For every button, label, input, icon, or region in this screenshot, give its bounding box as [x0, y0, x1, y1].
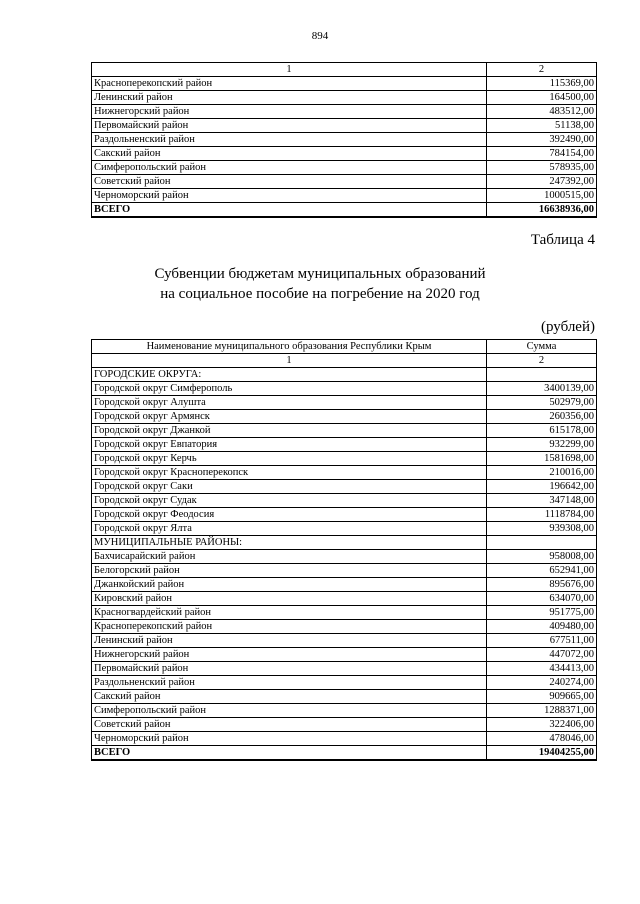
table-label: Таблица 4	[530, 232, 595, 248]
table-row	[92, 550, 597, 564]
total-row	[92, 203, 597, 218]
row-name: Ленинский район	[92, 634, 487, 648]
row-name: Городской округ Красноперекопск	[92, 466, 487, 480]
row-name: Красноперекопский район	[92, 77, 487, 91]
page-number: 894	[311, 30, 329, 42]
row-name: Городской округ Симферополь	[92, 382, 487, 396]
table-row	[92, 410, 597, 424]
row-name: Красногвардейский район	[92, 606, 487, 620]
row-value: 784154,00	[487, 147, 597, 161]
subsidy-table-continued	[91, 62, 597, 218]
row-value: 483512,00	[487, 105, 597, 119]
row-value: 434413,00	[487, 662, 597, 676]
column-number-2: 2	[487, 63, 597, 77]
row-name: Советский район	[92, 718, 487, 732]
row-value: 958008,00	[487, 550, 597, 564]
row-value: 115369,00	[487, 77, 597, 91]
row-name: Городской округ Судак	[92, 494, 487, 508]
row-name: Городской округ Алушта	[92, 396, 487, 410]
row-value: 19404255,00	[487, 746, 597, 761]
row-value: 951775,00	[487, 606, 597, 620]
section-header-row	[92, 368, 597, 382]
total-row	[92, 746, 597, 761]
table-row	[92, 466, 597, 480]
table-row	[92, 147, 597, 161]
row-name: ВСЕГО	[92, 746, 487, 761]
column-number-1: 1	[92, 354, 487, 368]
column-number-row	[92, 354, 597, 368]
row-name: Раздольненский район	[92, 676, 487, 690]
row-name: Городской округ Саки	[92, 480, 487, 494]
row-name: Красноперекопский район	[92, 620, 487, 634]
row-name: Городской округ Феодосия	[92, 508, 487, 522]
row-value: 939308,00	[487, 522, 597, 536]
row-value: 196642,00	[487, 480, 597, 494]
row-value: 392490,00	[487, 133, 597, 147]
burial-allowance-table	[91, 339, 597, 761]
units-label: (рублей)	[540, 319, 595, 335]
table-row	[92, 438, 597, 452]
section-header-row	[92, 536, 597, 550]
row-value: 1288371,00	[487, 704, 597, 718]
row-value: 578935,00	[487, 161, 597, 175]
row-name: Ленинский район	[92, 91, 487, 105]
row-name: Черноморский район	[92, 732, 487, 746]
table-row	[92, 382, 597, 396]
row-name: Первомайский район	[92, 662, 487, 676]
row-value: 1581698,00	[487, 452, 597, 466]
row-name: ГОРОДСКИЕ ОКРУГА:	[92, 368, 487, 382]
row-value	[487, 368, 597, 382]
row-value: 677511,00	[487, 634, 597, 648]
table-row	[92, 522, 597, 536]
table-row	[92, 592, 597, 606]
table-row	[92, 119, 597, 133]
row-value: 347148,00	[487, 494, 597, 508]
table-row	[92, 396, 597, 410]
row-name: Белогорский район	[92, 564, 487, 578]
row-value: 447072,00	[487, 648, 597, 662]
table-row	[92, 606, 597, 620]
title-line-1: Субвенции бюджетам муниципальных образований	[154, 266, 486, 282]
row-name: Городской округ Керчь	[92, 452, 487, 466]
header-name: Наименование муниципального образования Республики Крым	[92, 340, 487, 354]
row-name: Нижнегорский район	[92, 648, 487, 662]
table-row	[92, 676, 597, 690]
row-value: 652941,00	[487, 564, 597, 578]
row-name: Советский район	[92, 175, 487, 189]
row-value: 16638936,00	[487, 203, 597, 218]
table-row	[92, 424, 597, 438]
row-name: Городской округ Армянск	[92, 410, 487, 424]
row-name: ВСЕГО	[92, 203, 487, 218]
table-row	[92, 732, 597, 746]
row-name: Симферопольский район	[92, 161, 487, 175]
table-row	[92, 508, 597, 522]
row-name: Сакский район	[92, 147, 487, 161]
row-value: 322406,00	[487, 718, 597, 732]
column-number-1: 1	[92, 63, 487, 77]
table-row	[92, 718, 597, 732]
table-row	[92, 564, 597, 578]
row-value: 409480,00	[487, 620, 597, 634]
row-value: 210016,00	[487, 466, 597, 480]
title-line-2: на социальное пособие на погребение на 2020 год	[160, 286, 480, 302]
row-value: 895676,00	[487, 578, 597, 592]
table-row	[92, 494, 597, 508]
header-sum: Сумма	[487, 340, 597, 354]
column-number-2: 2	[487, 354, 597, 368]
row-value: 478046,00	[487, 732, 597, 746]
row-value	[487, 536, 597, 550]
row-value: 932299,00	[487, 438, 597, 452]
row-name: Симферопольский район	[92, 704, 487, 718]
row-value: 615178,00	[487, 424, 597, 438]
row-name: Первомайский район	[92, 119, 487, 133]
row-name: Раздольненский район	[92, 133, 487, 147]
header-row	[92, 340, 597, 354]
row-name: Нижнегорский район	[92, 105, 487, 119]
row-name: Городской округ Евпатория	[92, 438, 487, 452]
row-name: Черноморский район	[92, 189, 487, 203]
row-name: Бахчисарайский район	[92, 550, 487, 564]
table-row	[92, 634, 597, 648]
row-name: Городской округ Джанкой	[92, 424, 487, 438]
column-number-row	[92, 63, 597, 77]
table-row	[92, 189, 597, 203]
row-value: 502979,00	[487, 396, 597, 410]
row-name: МУНИЦИПАЛЬНЫЕ РАЙОНЫ:	[92, 536, 487, 550]
table-row	[92, 690, 597, 704]
row-name: Сакский район	[92, 690, 487, 704]
table-row	[92, 91, 597, 105]
table-row	[92, 133, 597, 147]
table-row	[92, 480, 597, 494]
row-name: Кировский район	[92, 592, 487, 606]
row-value: 1118784,00	[487, 508, 597, 522]
row-value: 634070,00	[487, 592, 597, 606]
table-title	[0, 264, 640, 304]
row-value: 51138,00	[487, 119, 597, 133]
row-name: Джанкойский район	[92, 578, 487, 592]
table-row	[92, 620, 597, 634]
row-value: 909665,00	[487, 690, 597, 704]
table-row	[92, 704, 597, 718]
row-value: 247392,00	[487, 175, 597, 189]
table-row	[92, 578, 597, 592]
table-row	[92, 105, 597, 119]
row-value: 260356,00	[487, 410, 597, 424]
row-value: 1000515,00	[487, 189, 597, 203]
table-row	[92, 648, 597, 662]
table-row	[92, 452, 597, 466]
table-row	[92, 161, 597, 175]
row-value: 3400139,00	[487, 382, 597, 396]
row-name: Городской округ Ялта	[92, 522, 487, 536]
row-value: 240274,00	[487, 676, 597, 690]
table-row	[92, 175, 597, 189]
row-value: 164500,00	[487, 91, 597, 105]
table-row	[92, 77, 597, 91]
table-row	[92, 662, 597, 676]
